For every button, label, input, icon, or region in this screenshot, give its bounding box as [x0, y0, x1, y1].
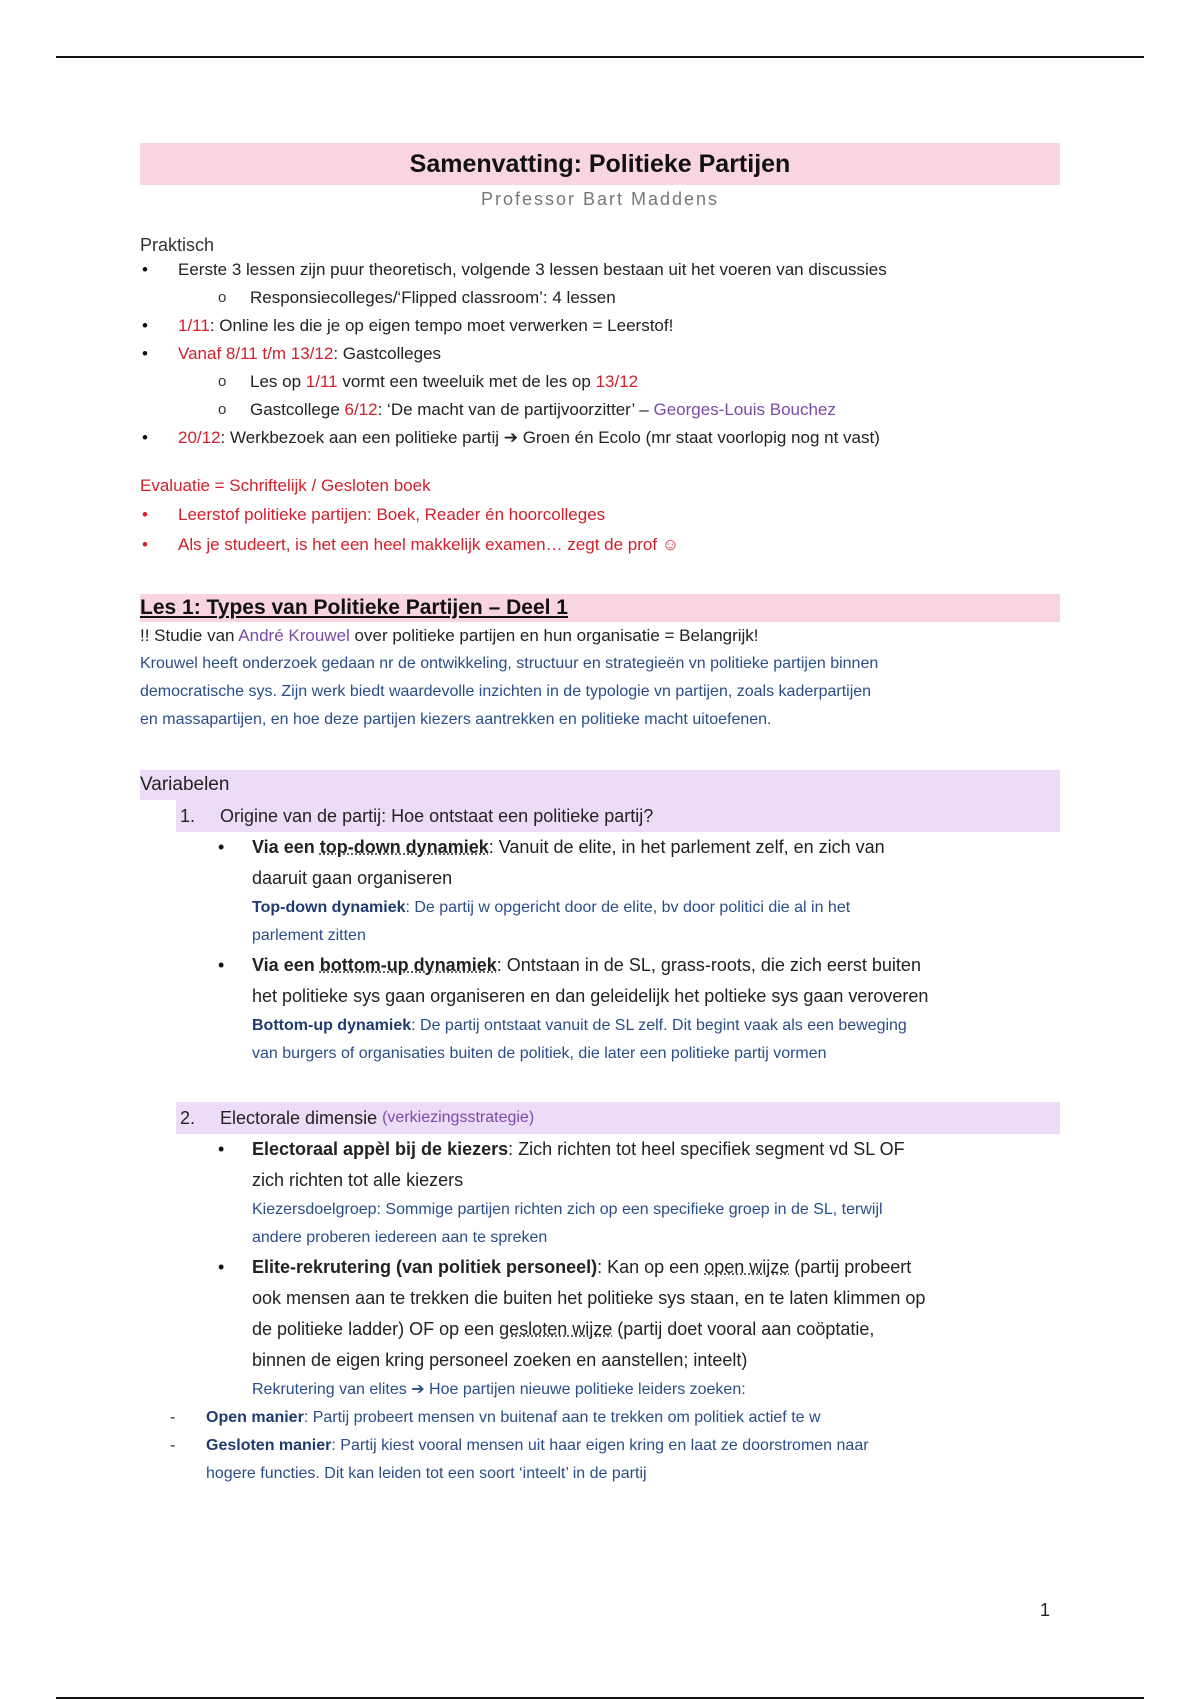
underlined-term: gesloten wijze — [499, 1319, 613, 1339]
bottom-rule — [56, 1697, 1144, 1699]
bullet-text: : Zich richten tot heel specifiek segment vd SL OF — [508, 1139, 905, 1159]
bold-text: Elite-rekrutering (van politiek personeel) — [252, 1257, 598, 1277]
praktisch-bullet-4 — [140, 424, 1060, 452]
praktisch-bullet-2-text: : Online les die je op eigen tempo moet verwerken = Leerstof! — [209, 316, 674, 335]
intro-text: !! Studie van — [140, 626, 239, 645]
bullet-text: ook mensen aan te trekken die buiten het politieke sys staan, en te laten klimmen op — [252, 1288, 926, 1308]
date-text: 20/12 — [178, 428, 221, 447]
sub-text: Gastcollege — [250, 400, 345, 419]
electoraal-bullet — [140, 1134, 1060, 1165]
evaluatie-label: Evaluatie = Schriftelijk / Gesloten boek — [140, 476, 431, 495]
document-page — [140, 143, 1060, 1488]
bullet-text: (partij doet vooral aan coöptatie, — [612, 1319, 875, 1339]
electoraal-note-1: Kiezersdoelgroep: Sommige partijen richten zich op een specifieke groep in de SL, terwijl — [252, 1201, 883, 1218]
bullet-text: binnen de eigen kring personeel zoeken en aanstellen; inteelt) — [252, 1350, 748, 1370]
note-text: : De partij ontstaat vanuit de SL zelf. Dit begint vaak als een beweging — [411, 1017, 907, 1034]
bold-text: Via een — [252, 837, 320, 857]
underlined-term: open wijze — [704, 1257, 790, 1277]
bullet-text: : Kan op een — [597, 1257, 705, 1277]
les1-intro — [140, 622, 1060, 650]
les1-paragraph-line-3: en massapartijen, en hoe deze partijen kiezers aantrekken en politieke macht uitoefenen. — [140, 711, 772, 728]
author-name: André Krouwel — [238, 626, 350, 645]
bullet-text: : Vanuit de elite, in het parlement zelf, en zich van — [488, 837, 885, 857]
date-range-text: Vanaf 8/11 t/m 13/12 — [178, 344, 334, 363]
dash-term: Open manier — [206, 1409, 304, 1426]
bullet-text: zich richten tot alle kiezers — [252, 1170, 464, 1190]
sub-text: Les op — [250, 372, 306, 391]
praktisch-bullet-1 — [140, 256, 1060, 284]
variable-2-text: Electorale dimensie — [220, 1107, 378, 1128]
date-text: 1/11 — [305, 372, 338, 391]
title-bar — [140, 143, 1060, 185]
elite-bullet-cont — [140, 1345, 1060, 1376]
top-down-bullet — [140, 832, 1060, 863]
document-title: Samenvatting: Politieke Partijen — [409, 149, 791, 178]
elite-bullet-cont — [140, 1283, 1060, 1314]
note-term: Top-down dynamiek — [252, 899, 406, 916]
bullet-text: : Ontstaan in de SL, grass-roots, die zich eerst buiten — [496, 955, 921, 975]
sub-text: : ‘De macht van de partijvoorzitter’ – — [377, 400, 654, 419]
bullet-text: het politieke sys gaan organiseren en dan geleidelijk het poltieke sys gaan veroveren — [252, 986, 929, 1006]
top-down-note-2: parlement zitten — [252, 927, 366, 944]
gesloten-manier-cont: hogere functies. Dit kan leiden tot een soort ‘inteelt’ in de partij — [206, 1465, 647, 1482]
intro-text: over politieke partijen en hun organisatie = Belangrijk! — [349, 626, 759, 645]
elite-note: Rekrutering van elites ➔ Hoe partijen nieuwe politieke leiders zoeken: — [252, 1381, 746, 1398]
elite-bullet — [140, 1252, 1060, 1283]
bold-text: Electoraal appèl bij de kiezers — [252, 1139, 509, 1159]
variable-1-heading — [176, 800, 1060, 832]
variable-2-subtext: (verkiezingsstrategie) — [382, 1109, 535, 1126]
dash-term: Gesloten manier — [206, 1437, 332, 1454]
variable-number: 1. — [180, 805, 196, 826]
les1-paragraph-line-1: Krouwel heeft onderzoek gedaan nr de ontwikkeling, structuur en strategieën vn politieke partijen binnen — [140, 655, 879, 672]
page-number: 1 — [1040, 1600, 1051, 1620]
dash-text: : Partij probeert mensen vn buitenaf aan te trekken om politiek actief te w — [303, 1409, 821, 1426]
elite-bullet-cont — [140, 1314, 1060, 1345]
note-term: Bottom-up dynamiek — [252, 1017, 412, 1034]
les1-heading — [140, 594, 1060, 622]
top-rule — [56, 56, 1144, 58]
praktisch-sub-2 — [140, 368, 1060, 396]
les1-paragraph-line-2: democratische sys. Zijn werk biedt waardevolle inzichten in de typologie vn partijen, zoals kaderpartijen — [140, 683, 872, 700]
top-down-note-1 — [140, 894, 1060, 922]
open-manier-item — [140, 1404, 1060, 1432]
praktisch-sub-3 — [140, 396, 1060, 424]
bullet-text: daaruit gaan organiseren — [252, 868, 453, 888]
praktisch-bullet-2 — [140, 312, 1060, 340]
bottom-up-note-2: van burgers of organisaties buiten de politiek, die later een politieke partij vormen — [252, 1045, 827, 1062]
evaluatie-bullet-2 — [140, 530, 1060, 560]
date-text: 13/12 — [595, 372, 639, 391]
bullet-text: de politieke ladder) OF op een — [252, 1319, 500, 1339]
underlined-term: bottom-up dynamiek — [319, 955, 497, 975]
evaluatie-bullet-2-text: Als je studeert, is het een heel makkelijk examen… zegt de prof ☺ — [178, 535, 680, 554]
bottom-up-bullet — [140, 950, 1060, 981]
sub-text: vormt een tweeluik met de les op — [337, 372, 596, 391]
bullet-text: (partij probeert — [789, 1257, 912, 1277]
date-text: 6/12 — [344, 400, 378, 419]
praktisch-bullet-3-text: : Gastcolleges — [333, 344, 442, 363]
variable-number: 2. — [180, 1107, 196, 1128]
variable-1-text: Origine van de partij: Hoe ontstaat een politieke partij? — [220, 805, 654, 826]
praktisch-label: Praktisch — [140, 235, 215, 255]
variable-2-heading — [176, 1102, 1060, 1134]
bottom-up-bullet-cont — [140, 981, 1060, 1012]
praktisch-sub-1 — [140, 284, 1060, 312]
document-subtitle: Professor Bart Maddens — [480, 189, 720, 209]
speaker-name: Georges-Louis Bouchez — [653, 400, 836, 419]
praktisch-bullet-4-text: : Werkbezoek aan een politieke partij ➔ Groen én Ecolo (mr staat voorlopig nog nt vast) — [220, 428, 880, 447]
electoraal-bullet-cont — [140, 1165, 1060, 1196]
underlined-term: top-down dynamiek — [319, 837, 489, 857]
praktisch-bullet-3 — [140, 340, 1060, 368]
bottom-up-note-1 — [140, 1012, 1060, 1040]
les1-heading-text: Les 1: Types van Politieke Partijen – Deel 1 — [140, 596, 568, 619]
electoraal-note-2: andere proberen iedereen aan te spreken — [252, 1229, 548, 1246]
dash-text: : Partij kiest vooral mensen uit haar eigen kring en laat ze doorstromen naar — [331, 1437, 869, 1454]
note-text: : De partij w opgericht door de elite, bv door politici die al in het — [405, 899, 851, 916]
top-down-bullet-cont — [140, 863, 1060, 894]
praktisch-bullet-1-text: Eerste 3 lessen zijn puur theoretisch, volgende 3 lessen bestaan uit het voeren van discussies — [178, 260, 887, 279]
bold-text: Via een — [252, 955, 320, 975]
date-text: 1/11 — [178, 316, 210, 335]
evaluatie-bullet-1-text: Leerstof politieke partijen: Boek, Reader én hoorcolleges — [178, 505, 606, 524]
praktisch-sub-1-text: Responsiecolleges/‘Flipped classroom’: 4 lessen — [250, 288, 616, 307]
gesloten-manier-item — [140, 1432, 1060, 1460]
evaluatie-bullet-1 — [140, 500, 1060, 530]
variabelen-label: Variabelen — [140, 770, 1060, 800]
